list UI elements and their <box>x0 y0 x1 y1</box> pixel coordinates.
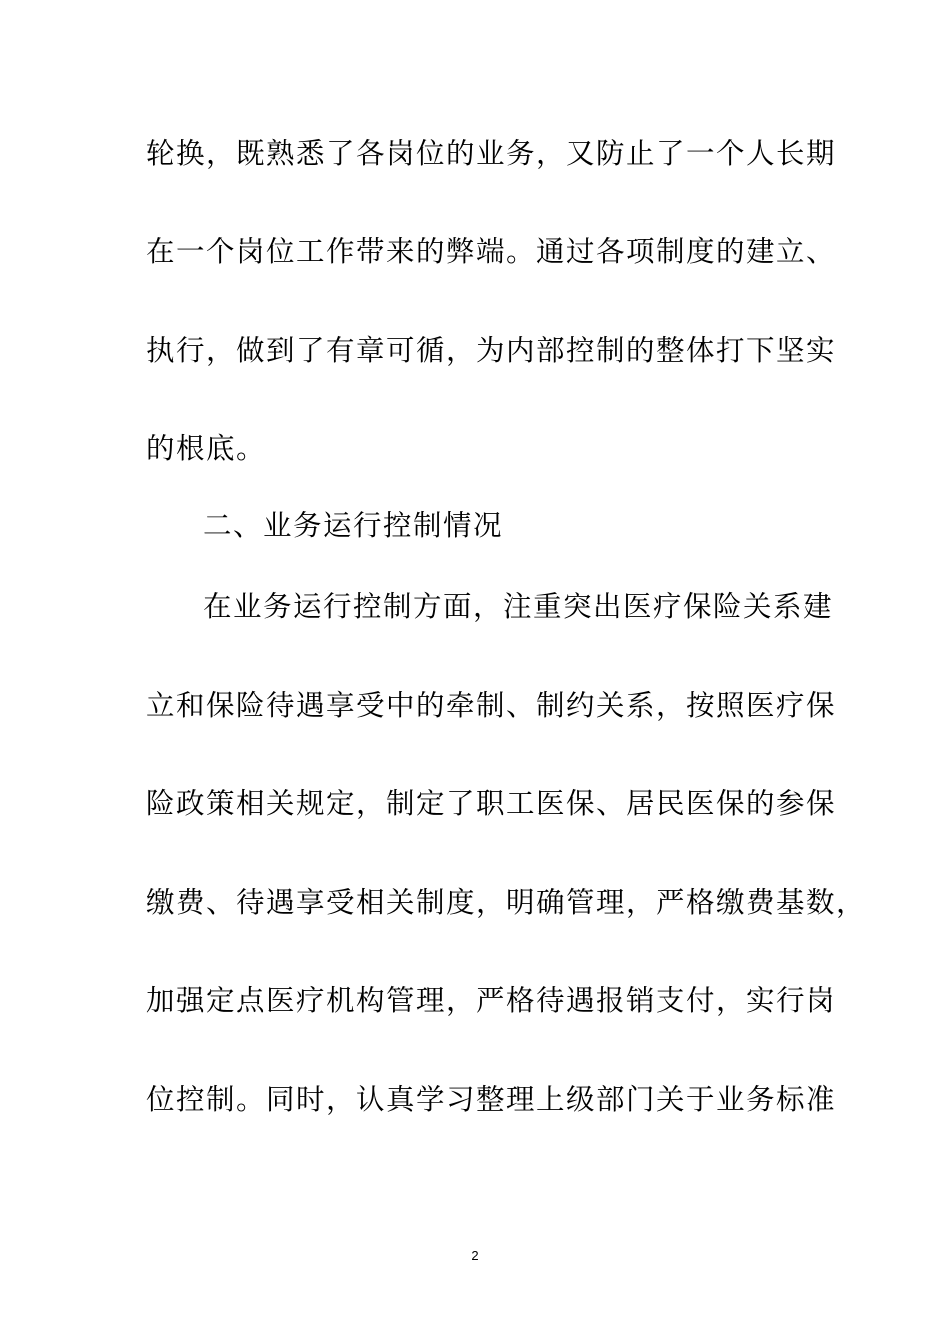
paragraph-1-line-4: 的根底。 <box>146 432 267 465</box>
page-number: 2 <box>471 1248 479 1263</box>
paragraph-3-line-4: 缴费、待遇享受相关制度，明确管理，严格缴费基数， <box>146 886 867 919</box>
paragraph-3-line-6: 位控制。同时，认真学习整理上级部门关于业务标准 <box>146 1083 837 1116</box>
paragraph-1-line-1: 轮换，既熟悉了各岗位的业务，又防止了一个人长期 <box>146 137 837 170</box>
paragraph-3-line-2: 立和保险待遇享受中的牵制、制约关系，按照医疗保 <box>146 689 837 722</box>
paragraph-3-line-1: 在业务运行控制方面，注重突出医疗保险关系建 <box>203 590 834 623</box>
paragraph-3-line-3: 险政策相关规定，制定了职工医保、居民医保的参保 <box>146 787 837 820</box>
section-heading: 二、业务运行控制情况 <box>203 509 504 542</box>
paragraph-1-line-2: 在一个岗位工作带来的弊端。通过各项制度的建立、 <box>146 235 837 268</box>
paragraph-1-line-3: 执行，做到了有章可循，为内部控制的整体打下坚实 <box>146 334 837 367</box>
paragraph-3-line-5: 加强定点医疗机构管理，严格待遇报销支付，实行岗 <box>146 984 837 1017</box>
